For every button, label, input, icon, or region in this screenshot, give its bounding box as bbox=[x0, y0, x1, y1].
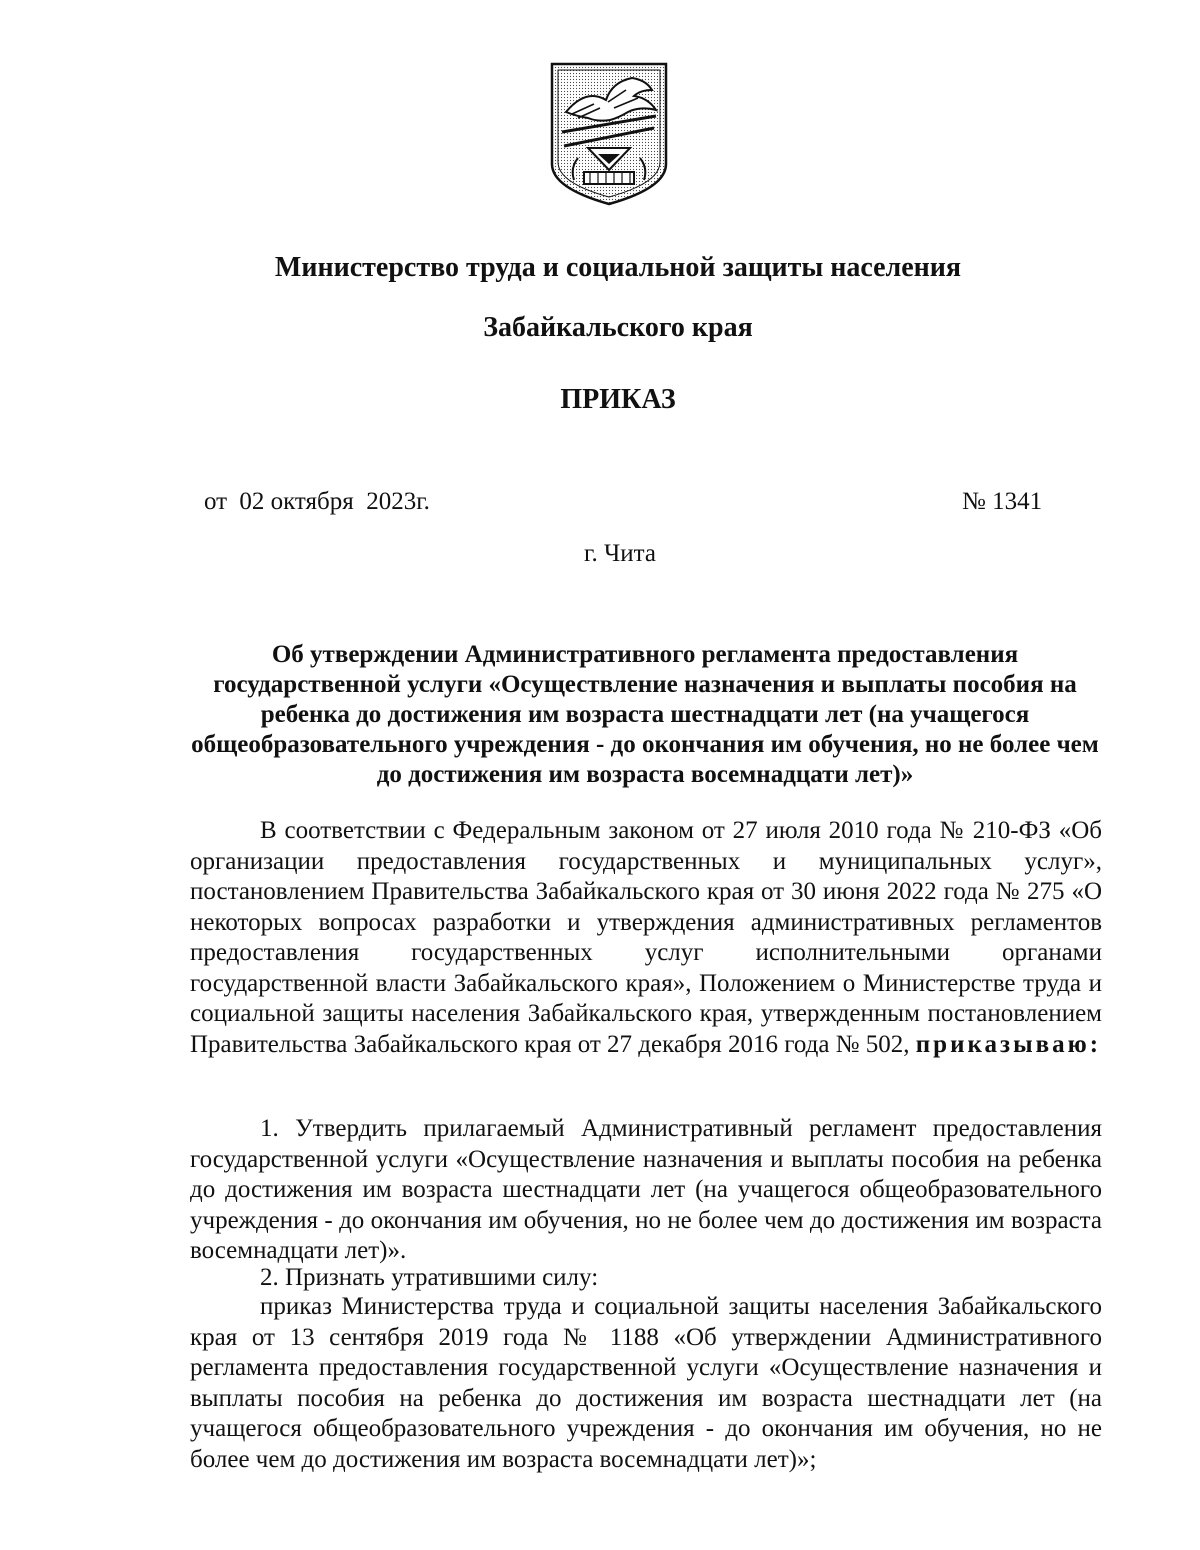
zabaykalsky-krai-coat-of-arms-icon bbox=[548, 60, 670, 208]
document-subject: Об утверждении Административного регламента предоставления государственной услуги «Осуществление назначения и выплаты пособия на ребенка до достижения им возраста шестнадцати лет (на учащегося общеобразовательного учреждения - до окончания им обучения, но не более чем до достижения им возраста восемнадцати лет)» bbox=[191, 641, 1099, 788]
preamble-text: В соответствии с Федеральным законом от 27 июля 2010 года № 210-ФЗ «Об организации предоставления государственных и муниципальных услуг», постановлением Правительства Забайкальского края от 30 июня 2022 года № 275 «О некоторых вопросах разработки и утверждения административных регламентов предоставления государственных услуг исполнительными органами государственной власти Забайкальского края», Положением о Министерстве труда и социальной защиты населения Забайкальского края, утвержденным постановлением Правительства Забайкальского края от 27 декабря 2016 года № 502, bbox=[190, 817, 1102, 1058]
order-item-2-subitem-1: приказ Министерства труда и социальной защиты населения Забайкальского края от 13 сентября 2019 года № 1188 «Об утверждении Административного регламента предоставления государственной услуги «Осуществление назначения и выплаты пособия на ребенка до достижения им возраста шестнадцати лет (на учащегося общеобразовательного учреждения - до окончания им обучения, но не более чем до достижения им возраста восемнадцати лет)»; bbox=[190, 1293, 1102, 1473]
date-value: 02 октября 2023г. bbox=[239, 488, 430, 515]
document-number: № 1341 bbox=[962, 488, 1043, 515]
document-type-title: ПРИКАЗ bbox=[560, 384, 676, 415]
order-word: приказываю: bbox=[915, 1030, 1102, 1058]
order-item-1: 1. Утвердить прилагаемый Административный регламент предоставления государственной услуги «Осуществление назначения и выплаты пособия на ребенка до достижения им возраста шестнадцати лет (на учащегося общеобразовательного учреждения - до окончания им обучения, но не более чем до достижения им возраста восемнадцати лет)». bbox=[190, 1115, 1102, 1264]
document-city: г. Чита bbox=[584, 540, 656, 567]
order-item-2: 2. Признать утратившими силу: bbox=[260, 1264, 599, 1291]
organization-name-line2: Забайкальского края bbox=[483, 312, 753, 343]
date-prefix: от bbox=[204, 488, 228, 515]
preamble-paragraph bbox=[190, 816, 1102, 1060]
document-date bbox=[204, 488, 430, 516]
organization-name-line1: Министерство труда и социальной защиты населения bbox=[274, 252, 962, 283]
